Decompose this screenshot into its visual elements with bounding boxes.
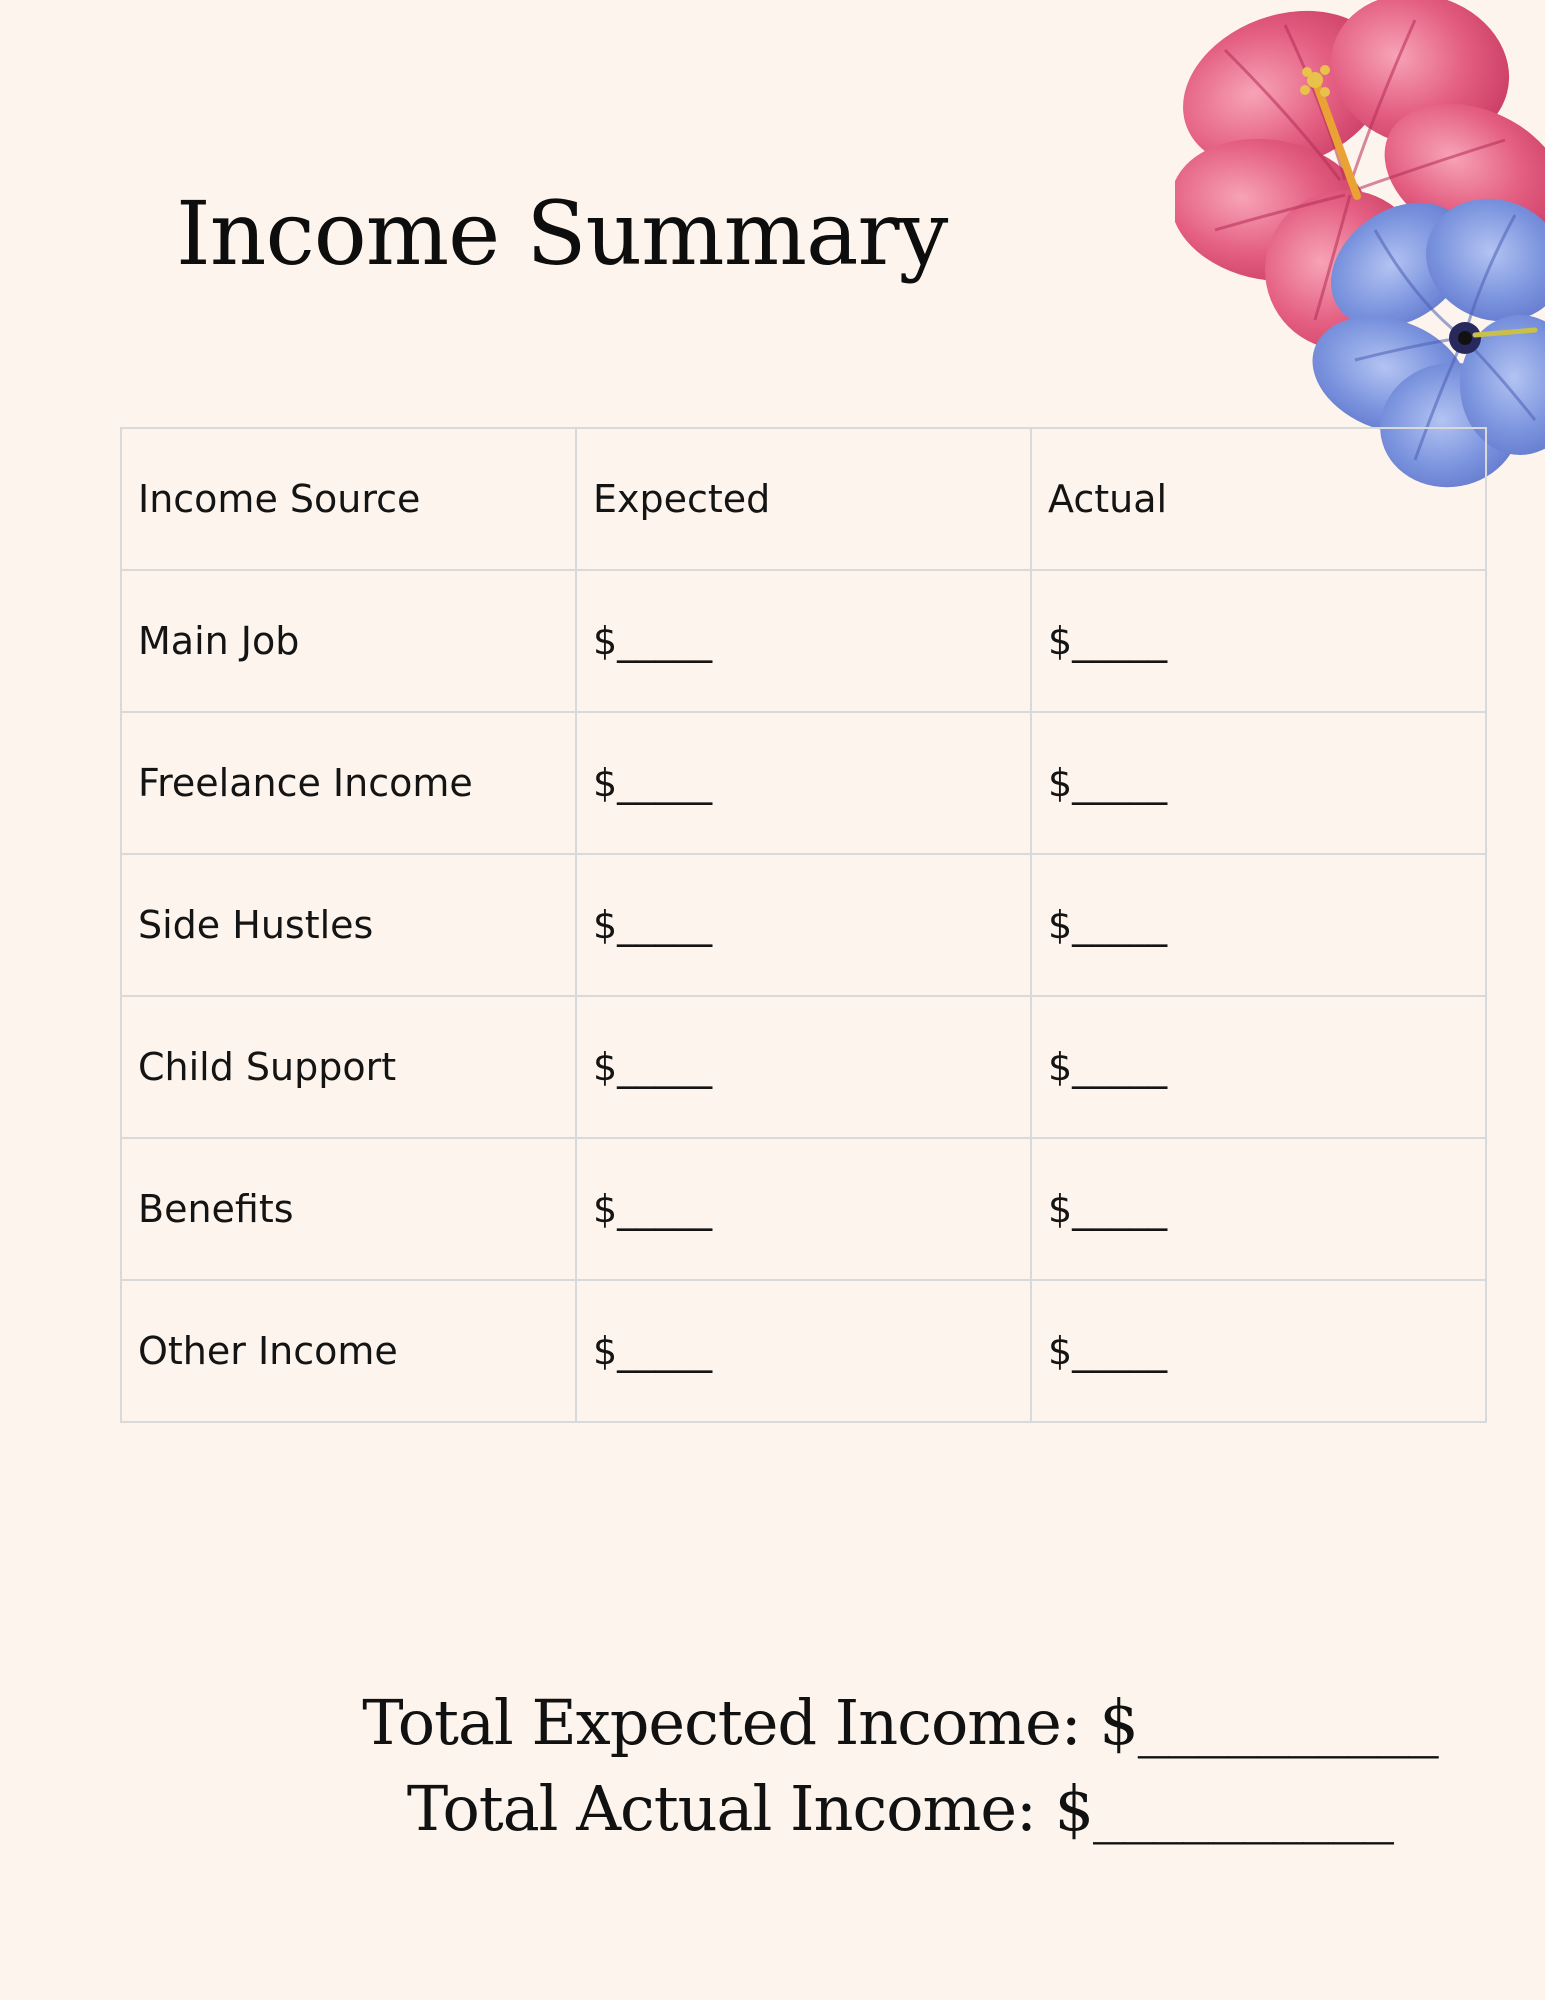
table-row <box>121 1138 1486 1280</box>
actual-field[interactable]: $_____ <box>1031 712 1486 854</box>
actual-field[interactable]: $_____ <box>1031 570 1486 712</box>
page-title: Income Summary <box>176 182 948 285</box>
income-source-cell: Freelance Income <box>121 712 576 854</box>
table-row <box>121 1280 1486 1422</box>
table-row <box>121 996 1486 1138</box>
expected-field[interactable]: $_____ <box>576 570 1031 712</box>
income-table <box>120 427 1487 1423</box>
hibiscus-flowers-illustration <box>1175 0 1545 500</box>
total-expected-income[interactable]: Total Expected Income: $__________ <box>362 1686 1438 1759</box>
expected-field[interactable]: $_____ <box>576 996 1031 1138</box>
expected-field[interactable]: $_____ <box>576 1280 1031 1422</box>
actual-field[interactable]: $_____ <box>1031 1280 1486 1422</box>
actual-field[interactable]: $_____ <box>1031 1138 1486 1280</box>
expected-field[interactable]: $_____ <box>576 712 1031 854</box>
income-source-cell: Other Income <box>121 1280 576 1422</box>
total-actual-income[interactable]: Total Actual Income: $__________ <box>406 1772 1394 1845</box>
expected-field[interactable]: $_____ <box>576 1138 1031 1280</box>
income-source-cell: Main Job <box>121 570 576 712</box>
column-header-income-source: Income Source <box>121 428 576 570</box>
actual-field[interactable]: $_____ <box>1031 854 1486 996</box>
income-source-cell: Benefits <box>121 1138 576 1280</box>
income-source-cell: Child Support <box>121 996 576 1138</box>
table-row <box>121 854 1486 996</box>
totals-section <box>0 1680 1545 1852</box>
column-header-actual: Actual <box>1031 428 1486 570</box>
actual-field[interactable]: $_____ <box>1031 996 1486 1138</box>
table-header-row <box>121 428 1486 570</box>
table-row <box>121 570 1486 712</box>
column-header-expected: Expected <box>576 428 1031 570</box>
expected-field[interactable]: $_____ <box>576 854 1031 996</box>
income-source-cell: Side Hustles <box>121 854 576 996</box>
table-row <box>121 712 1486 854</box>
